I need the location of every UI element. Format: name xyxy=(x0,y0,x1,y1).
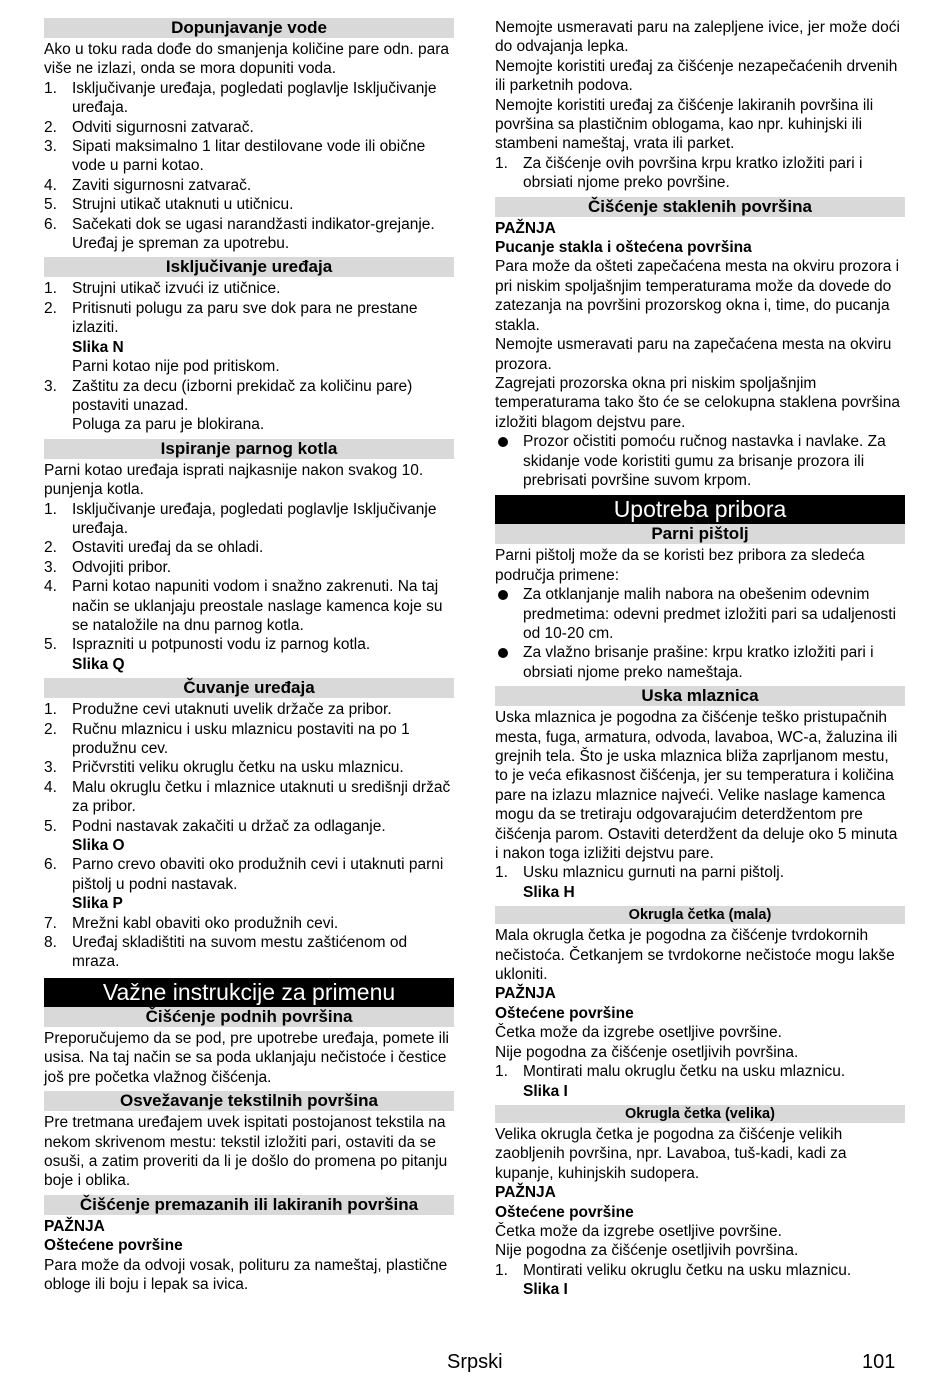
list-text: Zaviti sigurnosni zatvarač. xyxy=(72,176,252,194)
list-text: Podni nastavak zakačiti u držač za odlaganje. xyxy=(72,817,386,835)
list-item xyxy=(44,137,454,176)
figure-reference: Slika O xyxy=(72,837,125,855)
paragraph: Preporučujemo da se pod, pre upotrebe uređaja, pomete ili usisa. Na taj način se sa poda uklanjaju nečistoće i čestice još pre početka vlažnog čišćenja. xyxy=(44,1029,449,1086)
warning-subtitle: Pucanje stakla i oštećena površina xyxy=(495,239,752,257)
numbered-list xyxy=(44,79,454,234)
warning-subtitle: Oštećene površine xyxy=(44,1237,183,1255)
list-number: 4. xyxy=(44,778,57,796)
paragraph: Pre tretmana uređajem uvek ispitati postojanost tekstila na nekom skrivenom mestu: tekstil izložiti pari, ostaviti da se osuši, a zatim proveriti da li je došlo do promena po pitanju boje i oblika. xyxy=(44,1114,448,1190)
list-number: 1. xyxy=(44,500,57,518)
list-text: Za čišćenje ovih površina krpu kratko izložiti pari i obrsiati njome preko površine. xyxy=(523,154,863,192)
warning-label: PAŽNJA xyxy=(495,1184,556,1202)
list-item xyxy=(44,577,454,635)
page-number: 101 xyxy=(862,1351,896,1373)
list-text: Mrežni kabl obaviti oko produžnih cevi. xyxy=(72,914,339,932)
list-item xyxy=(44,855,454,894)
bullet-item xyxy=(495,643,905,682)
paragraph: Zagrejati prozorska okna pri niskim spoljašnjim temperaturama tako što će se celokupna staklena površina izložiti blagom dejstvu pare. xyxy=(495,374,900,431)
bullet-icon xyxy=(498,648,508,658)
result-note: Parni kotao nije pod pritiskom. xyxy=(72,358,280,376)
list-text: Isključivanje uređaja, pogledati poglavlje Isključivanje uređaja. xyxy=(72,79,437,117)
list-item xyxy=(44,635,454,654)
list-item xyxy=(495,1062,905,1081)
bullet-item xyxy=(495,585,905,643)
paragraph: Parni kotao uređaja isprati najkasnije nakon svakog 10. punjenja kotla. xyxy=(44,461,424,499)
list-number: 2. xyxy=(44,539,57,557)
section-heading: Osvežavanje tekstilnih površina xyxy=(44,1091,454,1111)
figure-reference: Slika P xyxy=(72,895,123,913)
paragraph: Nemojte koristiti uređaj za čišćenje nezapečaćenih drvenih ili parketnih podova. xyxy=(495,57,898,95)
list-item xyxy=(44,299,454,338)
list-text: Isključivanje uređaja, pogledati poglavlje Isključivanje uređaja. xyxy=(72,500,437,537)
paragraph: Velika okrugla četka je pogodna za čišćenje velikih zaobljenih površina, npr. Lavaboa, tuš-kadi, kadi za kupanje, kuhinjskih sudopera. xyxy=(495,1125,847,1182)
list-number: 6. xyxy=(44,856,57,874)
warning-label: PAŽNJA xyxy=(495,985,556,1003)
paragraph: Para može da odvoji vosak, polituru za nameštaj, plastične obloge ili boju i lepak sa ivica. xyxy=(44,1256,448,1293)
right-column xyxy=(495,18,905,1300)
list-text: Uređaj skladištiti na suvom mestu zaštićenom od mraza. xyxy=(72,934,408,971)
list-number: 3. xyxy=(44,377,57,395)
list-item xyxy=(44,720,454,759)
list-text: Malu okruglu četku i mlaznice utaknuti u središnji držač za pribor. xyxy=(72,778,451,816)
warning-subtitle: Oštećene površine xyxy=(495,1004,634,1022)
bullet-icon xyxy=(498,437,508,447)
figure-reference: Slika I xyxy=(523,1082,568,1100)
footer-language: Srpski xyxy=(447,1351,503,1373)
section-heading: Čišćenje staklenih površina xyxy=(495,197,905,217)
list-text: Sipati maksimalno 1 litar destilovane vode ili obične vode u parni kotao. xyxy=(72,138,426,175)
section-heading: Uska mlaznica xyxy=(495,686,905,706)
paragraph: Četka može da izgrebe osetljive površine. xyxy=(495,1222,782,1240)
subsection-heading: Okrugla četka (mala) xyxy=(495,906,905,924)
list-item xyxy=(44,195,454,214)
list-number: 1. xyxy=(44,701,57,719)
list-text: Pritisnuti polugu za paru sve dok para ne prestane izlaziti. xyxy=(72,299,418,337)
list-item xyxy=(44,215,454,234)
list-number: 5. xyxy=(44,636,57,654)
list-number: 1. xyxy=(495,1261,508,1279)
list-number: 1. xyxy=(495,154,508,172)
section-heading: Parni pištolj xyxy=(495,524,905,544)
list-number: 4. xyxy=(44,578,57,596)
list-text: Pričvrstiti veliku okruglu četku na usku mlaznicu. xyxy=(72,759,404,777)
list-text: Montirati malu okruglu četku na usku mlaznicu. xyxy=(523,1063,846,1081)
warning-label: PAŽNJA xyxy=(44,1217,105,1235)
list-number: 6. xyxy=(44,215,57,233)
list-item xyxy=(495,1261,905,1280)
list-item xyxy=(495,863,905,882)
paragraph: Ako u toku rada dođe do smanjenja količine pare odn. para više ne izlazi, onda se mora dopuniti voda. xyxy=(44,41,449,78)
list-number: 1. xyxy=(44,280,57,298)
list-number: 8. xyxy=(44,934,57,952)
list-item xyxy=(44,79,454,118)
bullet-item xyxy=(495,432,905,490)
list-number: 5. xyxy=(44,817,57,835)
list-text: Ostaviti uređaj da se ohladi. xyxy=(72,539,264,557)
list-number: 1. xyxy=(495,864,508,882)
warning-label: PAŽNJA xyxy=(495,219,556,237)
list-text: Isprazniti u potpunosti vodu iz parnog kotla. xyxy=(72,636,371,654)
bullet-text: Za otklanjanje malih nabora na obešenim odevnim predmetima: odevni predmet izložiti pari sa udaljenosti od 10-20 cm. xyxy=(523,586,897,642)
list-text: Zaštitu za decu (izborni prekidač za količinu pare) postaviti unazad. xyxy=(72,377,413,414)
paragraph: Nemojte koristiti uređaj za čišćenje lakiranih površina ili površina sa plastičnim oblogama, kao npr. kuhinjski ili stambeni nameštaj, vrata ili parket. xyxy=(495,96,874,153)
bullet-icon xyxy=(498,590,508,600)
paragraph: Uska mlaznica je pogodna za čišćenje teško pristupačnih mesta, fuga, armatura, odvoda, lavaboa, WC-a, žaluzina ili grejnih tela. Što je uska mlaznica bliža zaprljanom mestu, to je veća efikasnost čišćenja, jer su temperatura i količina pare na izlazu mlaznice najveći. Velike naslage kamenca mogu da se tretiraju odgovarajućim deterdžentom pre čišćenja parom. Ostaviti deterdžent da deluje oko 5 minuta i nakon toga izližiti dejstvu pare. xyxy=(495,709,898,863)
list-item xyxy=(44,558,454,577)
list-text: Sačekati dok se ugasi narandžasti indikator-grejanje. xyxy=(72,215,435,233)
section-heading: Ispiranje parnog kotla xyxy=(44,439,454,459)
paragraph: Nemojte usmeravati paru na zalepljene ivice, jer može doći do odvajanja lepka. xyxy=(495,19,900,56)
list-number: 4. xyxy=(44,176,57,194)
list-text: Odvojiti pribor. xyxy=(72,558,172,576)
paragraph: Mala okrugla četka je pogodna za čišćenje tvrdokornih nečistoća. Četkanjem se tvrdokorne nečistoće mogu lakše ukloniti. xyxy=(495,927,895,984)
list-text: Ručnu mlaznicu i usku mlaznicu postaviti na po 1 produžnu cev. xyxy=(72,720,410,757)
subsection-heading: Okrugla četka (velika) xyxy=(495,1105,905,1123)
list-item xyxy=(44,538,454,557)
list-text: Produžne cevi utaknuti uvelik držače za pribor. xyxy=(72,701,392,719)
section-heading: Čišćenje podnih površina xyxy=(44,1007,454,1027)
list-number: 3. xyxy=(44,558,57,576)
list-number: 5. xyxy=(44,196,57,214)
section-heading: Čuvanje uređaja xyxy=(44,678,454,698)
figure-reference: Slika I xyxy=(523,1281,568,1299)
list-number: 3. xyxy=(44,138,57,156)
list-item xyxy=(44,914,454,933)
result-note: Poluga za paru je blokirana. xyxy=(72,416,265,434)
chapter-heading: Upotreba pribora xyxy=(495,495,905,524)
list-text: Strujni utikač utaknuti u utičnicu. xyxy=(72,196,294,214)
list-number: 2. xyxy=(44,720,57,738)
list-text: Montirati veliku okruglu četku na usku mlaznicu. xyxy=(523,1261,852,1279)
paragraph: Parni pištolj može da se koristi bez pribora za sledeća područja primene: xyxy=(495,547,865,584)
left-column xyxy=(44,18,454,1294)
paragraph: Nemojte usmeravati paru na zapečaćena mesta na okviru prozora. xyxy=(495,336,892,373)
figure-reference: Slika Q xyxy=(72,655,125,673)
list-number: 1. xyxy=(44,79,57,97)
list-number: 2. xyxy=(44,299,57,317)
paragraph: Para može da ošteti zapečaćena mesta na okviru prozora i pri niskim spoljašnjim temperaturama može da dovede do zatezanja na površini prozorskog okna i, time, do pucanja stakla. xyxy=(495,258,900,334)
paragraph: Nije pogodna za čišćenje osetljivih površina. xyxy=(495,1242,799,1260)
list-item xyxy=(44,758,454,777)
list-item xyxy=(44,933,454,972)
chapter-heading: Važne instrukcije za primenu xyxy=(44,978,454,1007)
section-heading: Dopunjavanje vode xyxy=(44,18,454,38)
bullet-text: Prozor očistiti pomoću ručnog nastavka i navlake. Za skidanje vode koristiti gumu za brisanje prozora ili prebrisati površine suvom krpom. xyxy=(523,433,886,489)
list-item xyxy=(44,700,454,719)
list-number: 2. xyxy=(44,118,57,136)
figure-reference: Slika H xyxy=(523,883,575,901)
section-heading: Čišćenje premazanih ili lakiranih površina xyxy=(44,1195,454,1215)
list-item xyxy=(44,377,454,416)
list-text: Parni kotao napuniti vodom i snažno zakrenuti. Na taj način se uklanjaju preostale naslage kamenca koje su se nataložile na dnu parnog kotla. xyxy=(72,578,443,634)
list-item xyxy=(44,118,454,137)
list-item xyxy=(44,176,454,195)
list-text: Odviti sigurnosni zatvarač. xyxy=(72,118,254,136)
paragraph: Nije pogodna za čišćenje osetljivih površina. xyxy=(495,1043,799,1061)
list-number: 7. xyxy=(44,914,57,932)
list-text: Strujni utikač izvući iz utičnice. xyxy=(72,280,281,298)
list-number: 3. xyxy=(44,759,57,777)
list-item xyxy=(44,500,454,539)
result-note: Uređaj je spreman za upotrebu. xyxy=(72,235,290,253)
list-item xyxy=(44,778,454,817)
list-item xyxy=(44,817,454,836)
list-number: 1. xyxy=(495,1063,508,1081)
bullet-text: Za vlažno brisanje prašine: krpu kratko izložiti pari i obrsiati njome preko nameštaja. xyxy=(523,644,874,681)
section-heading: Isključivanje uređaja xyxy=(44,257,454,277)
list-text: Parno crevo obaviti oko produžnih cevi i utaknuti parni pištolj u podni nastavak. xyxy=(72,856,444,893)
warning-subtitle: Oštećene površine xyxy=(495,1203,634,1221)
list-text: Usku mlaznicu gurnuti na parni pištolj. xyxy=(523,864,785,882)
list-item xyxy=(44,279,454,298)
figure-reference: Slika N xyxy=(72,338,124,356)
paragraph: Četka može da izgrebe osetljive površine. xyxy=(495,1024,782,1042)
list-item xyxy=(495,154,905,193)
